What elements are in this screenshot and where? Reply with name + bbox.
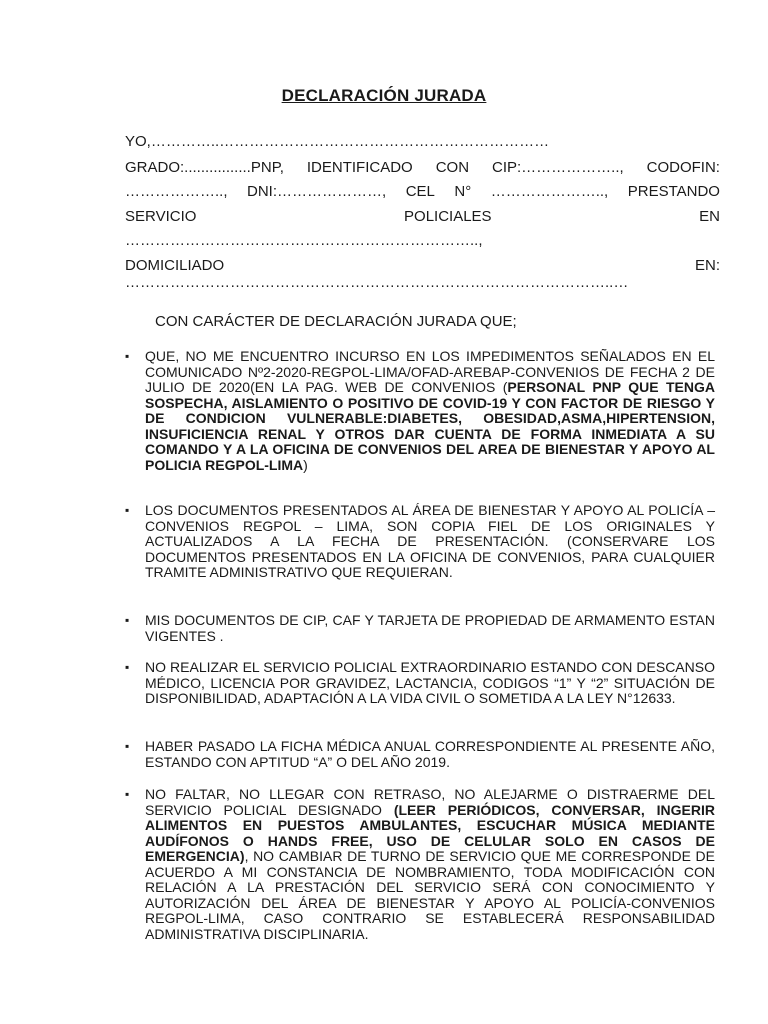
form-line-address: ……………………………………………………………………………………..… — [125, 274, 629, 291]
form-word: DOMICILIADO — [125, 257, 225, 274]
bullet-icon: ▪ — [125, 660, 130, 674]
declaration-item — [125, 503, 720, 581]
bullet-icon: ▪ — [125, 349, 130, 363]
form-line-servicio — [125, 208, 720, 226]
item-text: LOS DOCUMENTOS PRESENTADOS AL ÁREA DE BIENESTAR Y APOYO AL POLICÍA – CONVENIOS REGPOL – LIMA, SON COPIA FIEL DE LOS ORIGINALES Y ACTUALIZADOS A LA FECHA DE PRESENTACIÓN. (CONSERVARE LOS DOCUMENTOS PRESENTADOS EN LA OFICINA DE CONVENIOS, PARA CUALQUIER TRAMITE ADMINISTRATIVO QUE REQUIERAN. — [145, 502, 715, 580]
form-word: ……………….., — [125, 183, 228, 200]
item-text: NO FALTAR, NO LLEGAR CON RETRASO, NO ALEJARME O DISTRAERME DEL SERVICIO POLICIAL DESIGNADO (LEER PERIÓDICOS, CONVERSAR, INGERIR ALIMENTOS EN PUESTOS AMBULANTES, ESCUCHAR MÚSICA MEDIANTE AUDÍFONOS O HANDS FREE, USO DE CELULAR SOLO EN CASOS DE EMERGENCIA), NO CAMBIAR DE TURNO DE SERVICIO QUE ME CORRESPONDE DE ACUERDO A MI CONSTANCIA DE NOMBRAMIENTO, TODA MODIFICACIÓN CON RELACIÓN A LA PRESTACIÓN DEL SERVICIO SERÁ CON CONOCIMIENTO Y AUTORIZACIÓN DEL ÁREA DE BIENESTAR Y APOYO AL POLICÍA-CONVENIOS REGPOL-LIMA, CASO CONTRARIO SE ESTABLECERÁ RESPONSABILIDAD ADMINISTRATIVA DISCIPLINARIA. — [145, 786, 715, 942]
bullet-icon: ▪ — [125, 613, 130, 627]
form-word: CON — [435, 159, 470, 176]
form-word: N° — [454, 183, 472, 200]
document-title: DECLARACIÓN JURADA — [281, 86, 487, 105]
form-word: CIP:……………….., — [491, 159, 624, 176]
form-word: POLICIALES — [404, 208, 492, 225]
declaration-item — [125, 349, 720, 473]
form-line-grado — [125, 159, 720, 177]
form-line-blank: …………………………………………………………….., — [125, 232, 483, 249]
bullet-icon: ▪ — [125, 787, 130, 801]
form-word: IDENTIFICADO — [306, 159, 413, 176]
item-text: HABER PASADO LA FICHA MÉDICA ANUAL CORRESPONDIENTE AL PRESENTE AÑO, ESTANDO CON APTITUD “A” O DEL AÑO 2019. — [145, 738, 715, 770]
form-line-yo: YO,…………..………………………………………………………… — [125, 133, 550, 150]
item-text: MIS DOCUMENTOS DE CIP, CAF Y TARJETA DE PROPIEDAD DE ARMAMENTO ESTAN VIGENTES . — [145, 612, 715, 644]
declaration-item — [125, 787, 720, 942]
form-line-domicilio — [125, 257, 720, 275]
form-word: DNI:…………………, — [247, 183, 387, 200]
declaration-item — [125, 613, 720, 644]
form-word: CEL — [405, 183, 435, 200]
form-word: SERVICIO — [125, 208, 197, 225]
item-text: QUE, NO ME ENCUENTRO INCURSO EN LOS IMPEDIMENTOS SEÑALADOS EN EL COMUNICADO Nº2-2020-REGPOL-LIMA/OFAD-AREBAP-CONVENIOS DE FECHA 2 DE JULIO DE 2020(EN LA PAG. WEB DE CONVENIOS (PERSONAL PNP QUE TENGA SOSPECHA, AISLAMIENTO O POSITIVO DE COVID-19 Y CON FACTOR DE RIESGO Y DE CONDICION VULNERABLE:DIABETES, OBESIDAD,ASMA,HIPERTENSION, INSUFICIENCIA RENAL Y OTROS DAR CUENTA DE FORMA INMEDIATA A SU COMANDO Y A LA OFICINA DE CONVENIOS DEL AREA DE BIENESTAR Y APOYO AL POLICIA REGPOL-LIMA) — [145, 348, 716, 473]
form-word: CODOFIN: — [646, 159, 720, 176]
bullet-icon: ▪ — [125, 503, 130, 517]
form-line-dni — [125, 183, 720, 201]
form-word: ………………….., — [490, 183, 609, 200]
form-word: GRADO:................PNP, — [125, 159, 284, 176]
declaration-item — [125, 660, 720, 707]
form-word: EN: — [694, 257, 720, 274]
declaration-intro: CON CARÁCTER DE DECLARACIÓN JURADA QUE; — [155, 313, 517, 330]
item-text: NO REALIZAR EL SERVICIO POLICIAL EXTRAORDINARIO ESTANDO CON DESCANSO MÉDICO, LICENCIA POR GRAVIDEZ, LACTANCIA, CODIGOS “1” Y “2” SITUACIÓN DE DISPONIBILIDAD, ADAPTACIÓN A LA VIDA CIVIL O SOMETIDA A LA LEY N°12633. — [145, 659, 715, 706]
bullet-icon: ▪ — [125, 739, 130, 753]
declaration-item — [125, 739, 720, 770]
form-word: PRESTANDO — [627, 183, 720, 200]
form-word: EN — [699, 208, 720, 225]
